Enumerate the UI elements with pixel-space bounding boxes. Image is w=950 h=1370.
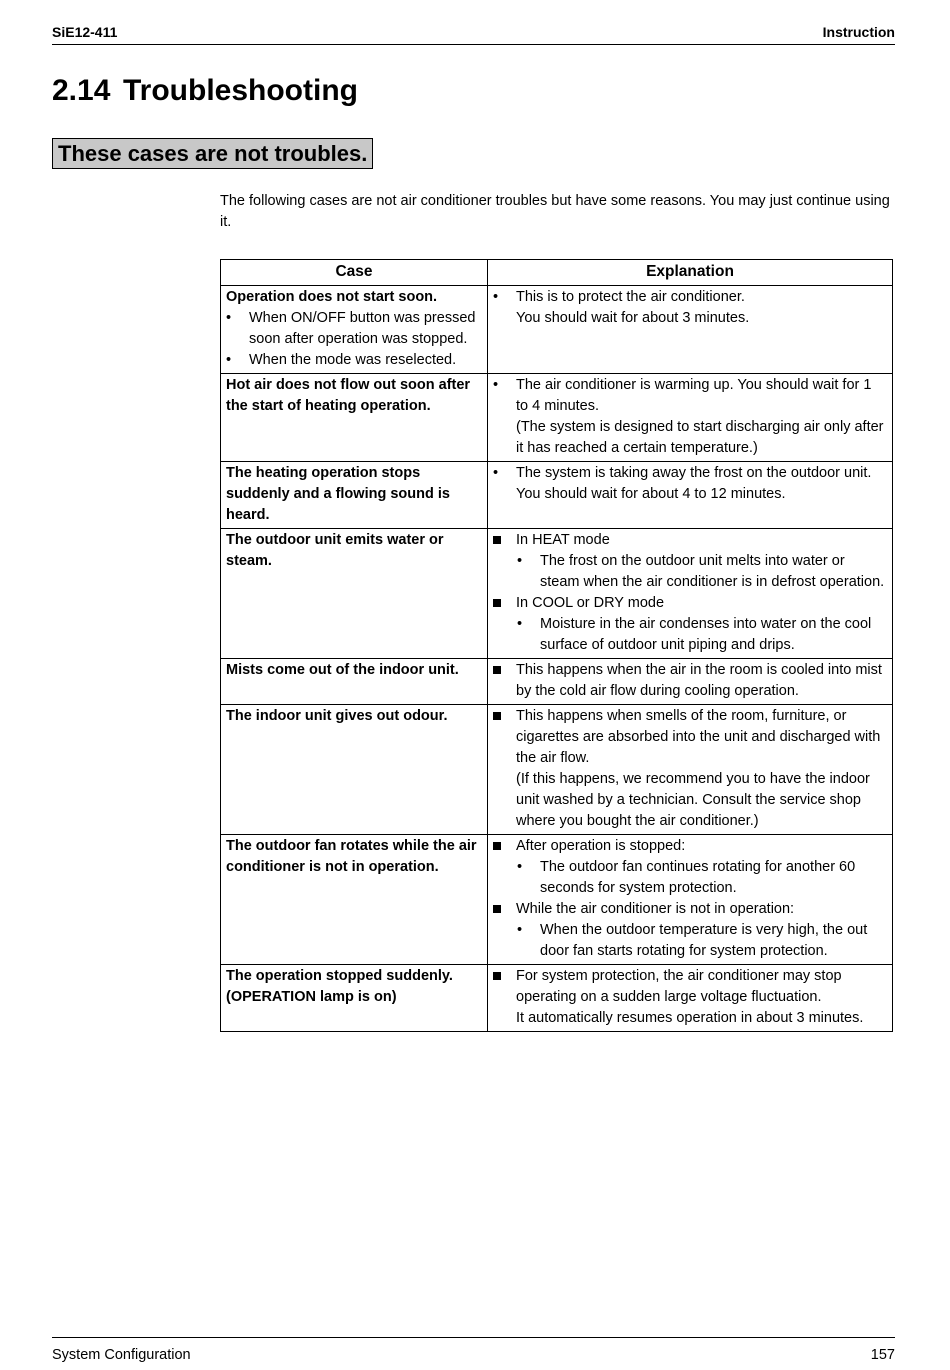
- explanation-continuation: (The system is designed to start discharging air only after it has reached a certain temperature.): [516, 419, 884, 456]
- table-row: [221, 286, 893, 374]
- column-header-case: Case: [221, 260, 488, 286]
- bullet-icon: [493, 899, 501, 920]
- case-bullet-text: When ON/OFF button was pressed soon after operation was stopped.: [249, 310, 476, 347]
- explanation-cell: [488, 529, 893, 659]
- bullet-icon: •: [493, 465, 499, 481]
- explanation-sub-item: [493, 920, 887, 962]
- case-title: The heating operation stops suddenly and a flowing sound is heard.: [226, 465, 450, 523]
- table-row: [221, 529, 893, 659]
- bullet-icon: [493, 660, 501, 681]
- explanation-item: [493, 463, 887, 484]
- table-row: [221, 835, 893, 965]
- bullet-icon: •: [226, 352, 232, 368]
- case-bullet-item: [226, 350, 482, 371]
- square-bullet-icon: [493, 972, 501, 980]
- case-cell: [221, 462, 488, 529]
- explanation-continuation: (If this happens, we recommend you to have the indoor unit washed by a technician. Consult the service shop where you bought the air conditioner.): [516, 771, 870, 829]
- square-bullet-icon: [493, 842, 501, 850]
- table-row: [221, 705, 893, 835]
- case-title: The outdoor unit emits water or steam.: [226, 532, 444, 569]
- explanation-sub-item: [493, 551, 887, 593]
- table-row: [221, 462, 893, 529]
- case-bullet-text: When the mode was reselected.: [249, 352, 457, 368]
- explanation-sub-text: The outdoor fan continues rotating for another 60 seconds for system protection.: [540, 859, 856, 896]
- explanation-item: [493, 530, 887, 551]
- bullet-icon: [493, 593, 501, 614]
- explanation-text: In COOL or DRY mode: [516, 595, 665, 611]
- bullet-icon: •: [517, 859, 523, 875]
- case-title: The indoor unit gives out odour.: [226, 708, 448, 724]
- explanation-cell: [488, 286, 893, 374]
- explanation-cell: [488, 659, 893, 705]
- explanation-item: [493, 836, 887, 857]
- page-footer: [52, 1337, 895, 1363]
- explanation-item: [493, 287, 887, 308]
- square-bullet-icon: [493, 905, 501, 913]
- explanation-sub-item: [493, 614, 887, 656]
- case-title: Hot air does not flow out soon after the start of heating operation.: [226, 377, 471, 414]
- bullet-icon: •: [517, 922, 523, 938]
- explanation-cell: [488, 705, 893, 835]
- page-header: [52, 24, 895, 45]
- square-bullet-icon: [493, 712, 501, 720]
- case-title: The outdoor fan rotates while the air conditioner is not in operation.: [226, 838, 477, 875]
- explanation-sub-item: [493, 857, 887, 899]
- page-number: 157: [870, 1347, 895, 1363]
- bullet-icon: •: [493, 377, 499, 393]
- explanation-item: [493, 706, 887, 769]
- explanation-text: This happens when the air in the room is cooled into mist by the cold air flow during cooling operation.: [516, 662, 882, 699]
- explanation-text: The air conditioner is warming up. You should wait for 1 to 4 minutes.: [516, 377, 872, 414]
- case-title: Mists come out of the indoor unit.: [226, 662, 459, 678]
- bullet-icon: •: [517, 616, 523, 632]
- explanation-continuation: You should wait for about 3 minutes.: [516, 310, 750, 326]
- intro-paragraph: The following cases are not air conditioner troubles but have some reasons. You may just continue using it.: [220, 193, 890, 230]
- explanation-text: This happens when smells of the room, furniture, or cigarettes are absorbed into the unit and discharged with the air flow.: [516, 708, 881, 766]
- not-troubles-banner: These cases are not troubles.: [52, 138, 373, 169]
- troubleshooting-table: [220, 259, 893, 1032]
- case-title: Operation does not start soon.: [226, 289, 438, 305]
- case-cell: [221, 659, 488, 705]
- case-title: The operation stopped suddenly. (OPERATION lamp is on): [226, 968, 453, 1005]
- square-bullet-icon: [493, 666, 501, 674]
- bullet-icon: •: [517, 553, 523, 569]
- case-cell: [221, 529, 488, 659]
- explanation-cell: [488, 462, 893, 529]
- explanation-text: After operation is stopped:: [516, 838, 686, 854]
- page-title: [52, 74, 358, 108]
- doc-id: SiE12-411: [52, 24, 118, 40]
- column-header-explanation: Explanation: [488, 260, 893, 286]
- case-cell: [221, 835, 488, 965]
- section-name: Instruction: [822, 24, 895, 40]
- bullet-icon: [493, 530, 501, 551]
- explanation-sub-text: When the outdoor temperature is very high, the out door fan starts rotating for system protection.: [540, 922, 868, 959]
- bullet-icon: [493, 966, 501, 987]
- explanation-cell: [488, 835, 893, 965]
- table-row: [221, 965, 893, 1032]
- explanation-text: While the air conditioner is not in operation:: [516, 901, 795, 917]
- section-number: 2.14: [52, 74, 111, 107]
- table-row: [221, 659, 893, 705]
- case-cell: [221, 286, 488, 374]
- case-cell: [221, 374, 488, 462]
- square-bullet-icon: [493, 599, 501, 607]
- explanation-item: [493, 660, 887, 702]
- bullet-icon: •: [493, 289, 499, 305]
- explanation-text: The system is taking away the frost on the outdoor unit.: [516, 465, 872, 481]
- explanation-text: In HEAT mode: [516, 532, 610, 548]
- footer-chapter: System Configuration: [52, 1347, 191, 1363]
- explanation-sub-text: The frost on the outdoor unit melts into water or steam when the air conditioner is in defrost operation.: [540, 553, 885, 590]
- case-cell: [221, 705, 488, 835]
- explanation-continuation: It automatically resumes operation in about 3 minutes.: [516, 1010, 864, 1026]
- table-header-row: [221, 260, 893, 286]
- explanation-item: [493, 593, 887, 614]
- explanation-cell: [488, 965, 893, 1032]
- bullet-icon: •: [226, 310, 232, 326]
- explanation-sub-text: Moisture in the air condenses into water on the cool surface of outdoor unit piping and drips.: [540, 616, 872, 653]
- case-cell: [221, 965, 488, 1032]
- explanation-continuation: You should wait for about 4 to 12 minutes.: [516, 486, 786, 502]
- explanation-text: This is to protect the air conditioner.: [516, 289, 745, 305]
- explanation-item: [493, 899, 887, 920]
- table-row: [221, 374, 893, 462]
- bullet-icon: [493, 836, 501, 857]
- section-title: Troubleshooting: [123, 74, 358, 107]
- bullet-icon: [493, 706, 501, 727]
- square-bullet-icon: [493, 536, 501, 544]
- explanation-item: [493, 375, 887, 417]
- case-bullet-item: [226, 308, 482, 350]
- explanation-item: [493, 966, 887, 1008]
- explanation-cell: [488, 374, 893, 462]
- explanation-text: For system protection, the air conditioner may stop operating on a sudden large voltage fluctuation.: [516, 968, 842, 1005]
